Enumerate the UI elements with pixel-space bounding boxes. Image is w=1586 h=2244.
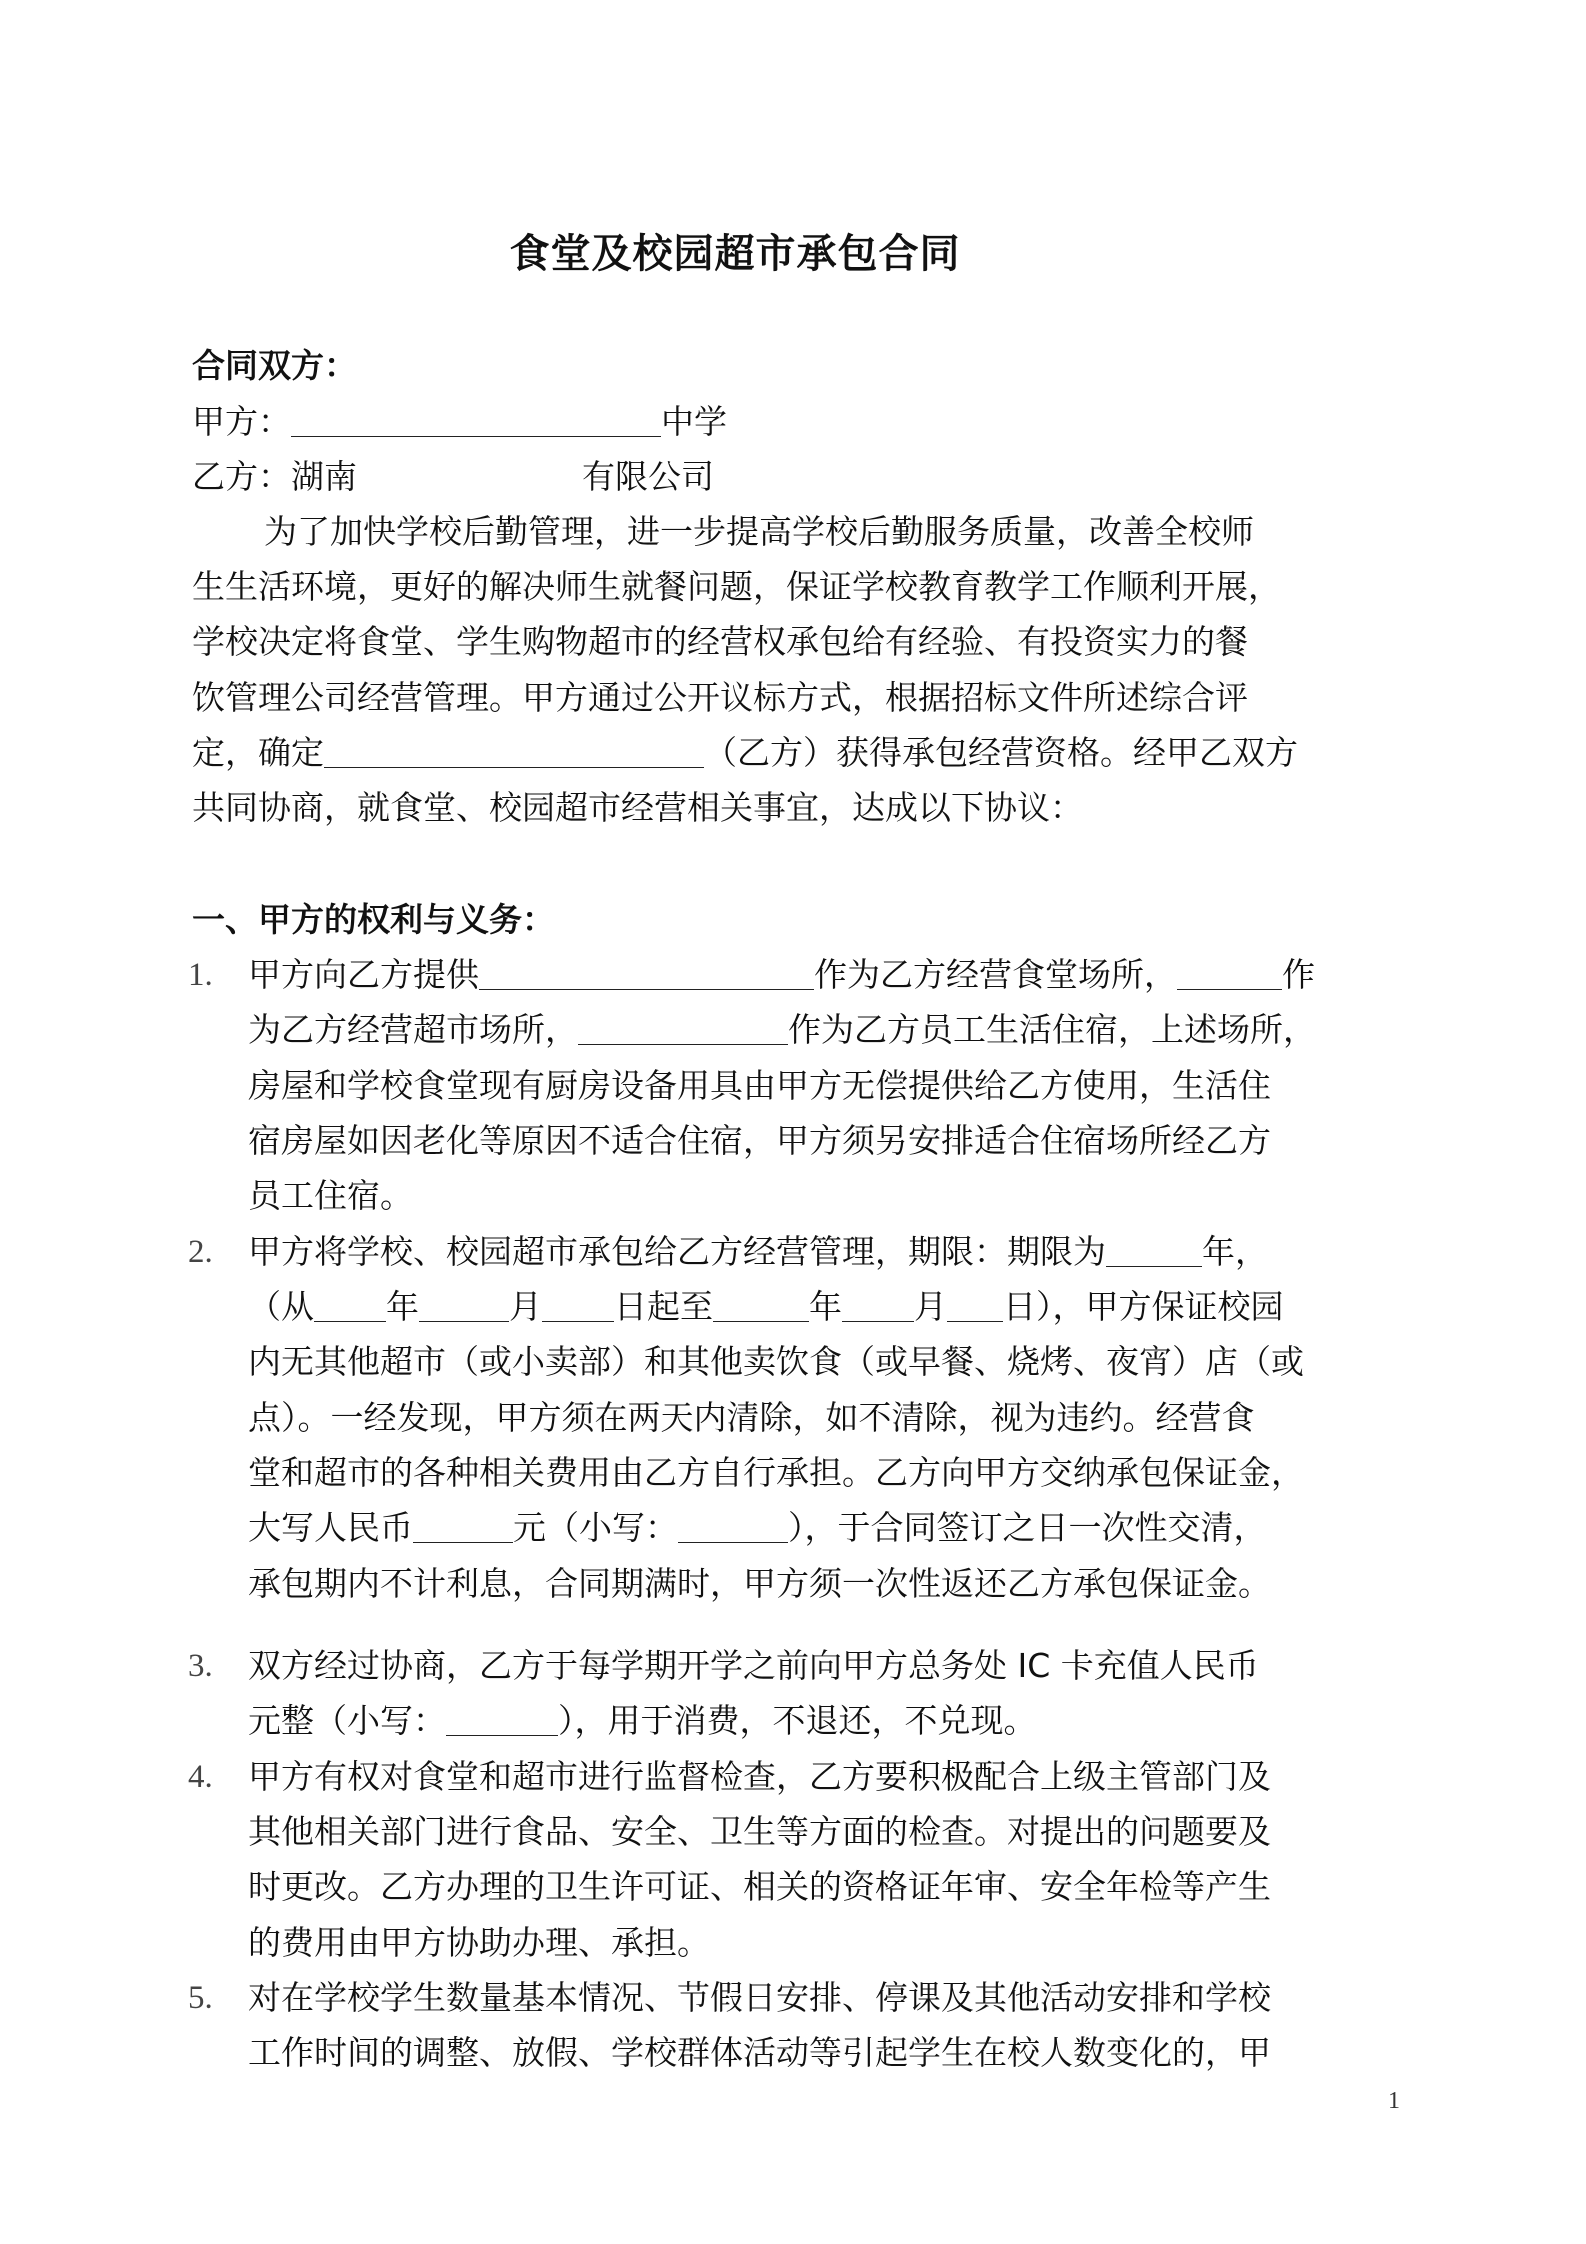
item-4-line-2: 其他相关部门进行食品、安全、卫生等方面的检查。对提出的问题要及 — [248, 1812, 1271, 1851]
start-month-blank — [419, 1289, 509, 1322]
item-1-line-4: 宿房屋如因老化等原因不适合住宿，甲方须另安排适合住宿场所经乙方 — [248, 1121, 1271, 1160]
item-text: 年 — [386, 1287, 419, 1326]
party-b-line — [192, 457, 714, 497]
item-3-line-2 — [248, 1701, 1037, 1741]
party-a-blank — [291, 404, 661, 437]
item-number: 3. — [188, 1648, 213, 1684]
item-text: ），用于消费，不退还，不兑现。 — [558, 1701, 1037, 1740]
intro-line-1: 为了加快学校后勤管理，进一步提高学校后勤服务质量，改善全校师 — [264, 512, 1254, 551]
item-2-line-5: 堂和超市的各种相关费用由乙方自行承担。乙方向甲方交纳承包保证金， — [248, 1453, 1304, 1492]
end-year-blank — [713, 1289, 809, 1322]
item-1-line-2 — [248, 1010, 1316, 1050]
item-1-line-5: 员工住宿。 — [248, 1176, 413, 1215]
item-number: 4. — [188, 1759, 213, 1795]
supermarket-premises-blank — [1177, 957, 1282, 990]
intro-line-4: 饮管理公司经营管理。甲方通过公开议标方式，根据招标文件所述综合评 — [192, 678, 1248, 717]
item-text: 作 — [1282, 955, 1315, 994]
item-2-line-6 — [248, 1508, 1267, 1548]
item-text: 甲方向乙方提供 — [248, 955, 479, 994]
dormitory-blank — [578, 1012, 788, 1045]
end-day-blank — [947, 1289, 1003, 1322]
party-a-line — [192, 402, 727, 442]
intro-line-3: 学校决定将食堂、学生购物超市的经营权承包给有经验、有投资实力的餐 — [192, 622, 1248, 661]
item-text: 元整（小写： — [248, 1701, 446, 1740]
item-4-line-3: 时更改。乙方办理的卫生许可证、相关的资格证年审、安全年检等产生 — [248, 1867, 1271, 1906]
intro-line-2: 生生活环境，更好的解决师生就餐问题，保证学校教育教学工作顺利开展， — [192, 567, 1281, 606]
party-a-label: 甲方： — [192, 402, 291, 441]
intro-text: 定，确定 — [192, 733, 324, 772]
party-a-suffix: 中学 — [661, 402, 727, 441]
item-number: 2. — [188, 1234, 213, 1270]
section-heading: 一、甲方的权利与义务： — [192, 900, 555, 939]
start-year-blank — [314, 1289, 386, 1322]
parties-heading: 合同双方： — [192, 346, 357, 385]
item-4-line-4: 的费用由甲方协助办理、承担。 — [248, 1923, 710, 1962]
item-2-line-7: 承包期内不计利息，合同期满时，甲方须一次性返还乙方承包保证金。 — [248, 1564, 1271, 1603]
item-text: ），于合同签订之日一次性交清， — [788, 1508, 1267, 1547]
item-5-line-2: 工作时间的调整、放假、学校群体活动等引起学生在校人数变化的，甲 — [248, 2033, 1271, 2072]
item-text: 月 — [914, 1287, 947, 1326]
item-text: 日），甲方保证校园 — [1003, 1287, 1284, 1326]
item-text: 年， — [1202, 1232, 1268, 1271]
item-4-line-1: 甲方有权对食堂和超市进行监督检查，乙方要积极配合上级主管部门及 — [248, 1757, 1271, 1796]
item-text: 日起至 — [614, 1287, 713, 1326]
item-text: 月 — [509, 1287, 542, 1326]
item-text: 元（小写： — [513, 1508, 678, 1547]
item-1-line-3: 房屋和学校食堂现有厨房设备用具由甲方无偿提供给乙方使用，生活住 — [248, 1066, 1271, 1105]
canteen-premises-blank — [479, 957, 814, 990]
item-text: 甲方将学校、校园超市承包给乙方经营管理，期限：期限为 — [248, 1232, 1106, 1271]
item-2-line-4: 点）。一经发现，甲方须在两天内清除，如不清除，视为违约。经营食 — [248, 1398, 1255, 1437]
item-text: 作为乙方员工生活住宿，上述场所， — [788, 1010, 1316, 1049]
item-text: 为乙方经营超市场所， — [248, 1010, 578, 1049]
item-5-line-1: 对在学校学生数量基本情况、节假日安排、停课及其他活动安排和学校 — [248, 1978, 1271, 2017]
intro-line-5 — [192, 733, 1298, 773]
page-title: 食堂及校园超市承包合同 — [509, 231, 961, 277]
item-1-line-1 — [248, 955, 1315, 995]
end-month-blank — [842, 1289, 914, 1322]
party-b-suffix: 有限公司 — [582, 457, 714, 496]
term-years-blank — [1106, 1234, 1202, 1267]
item-text: （从 — [248, 1287, 314, 1326]
party-b-name-blank — [324, 735, 704, 768]
item-number: 1. — [188, 957, 213, 993]
intro-text: （乙方）获得承包经营资格。经甲乙双方 — [704, 733, 1298, 772]
page-number: 1 — [1388, 2088, 1400, 2114]
item-2-line-3: 内无其他超市（或小卖部）和其他卖饮食（或早餐、烧烤、夜宵）店（或 — [248, 1342, 1304, 1381]
item-text: 大写人民币 — [248, 1508, 413, 1547]
item-2-line-2 — [248, 1287, 1284, 1327]
deposit-number-blank — [678, 1510, 788, 1543]
item-text: 作为乙方经营食堂场所， — [814, 955, 1177, 994]
item-2-line-1 — [248, 1232, 1268, 1272]
item-text: 年 — [809, 1287, 842, 1326]
deposit-uppercase-blank — [413, 1510, 513, 1543]
intro-line-6: 共同协商，就食堂、校园超市经营相关事宜，达成以下协议： — [192, 788, 1083, 827]
party-b-label: 乙方：湖南 — [192, 457, 357, 496]
ic-card-amount-blank — [446, 1703, 558, 1736]
item-number: 5. — [188, 1980, 213, 2016]
start-day-blank — [542, 1289, 614, 1322]
item-3-line-1: 双方经过协商，乙方于每学期开学之前向甲方总务处 IC 卡充值人民币 — [248, 1646, 1259, 1685]
